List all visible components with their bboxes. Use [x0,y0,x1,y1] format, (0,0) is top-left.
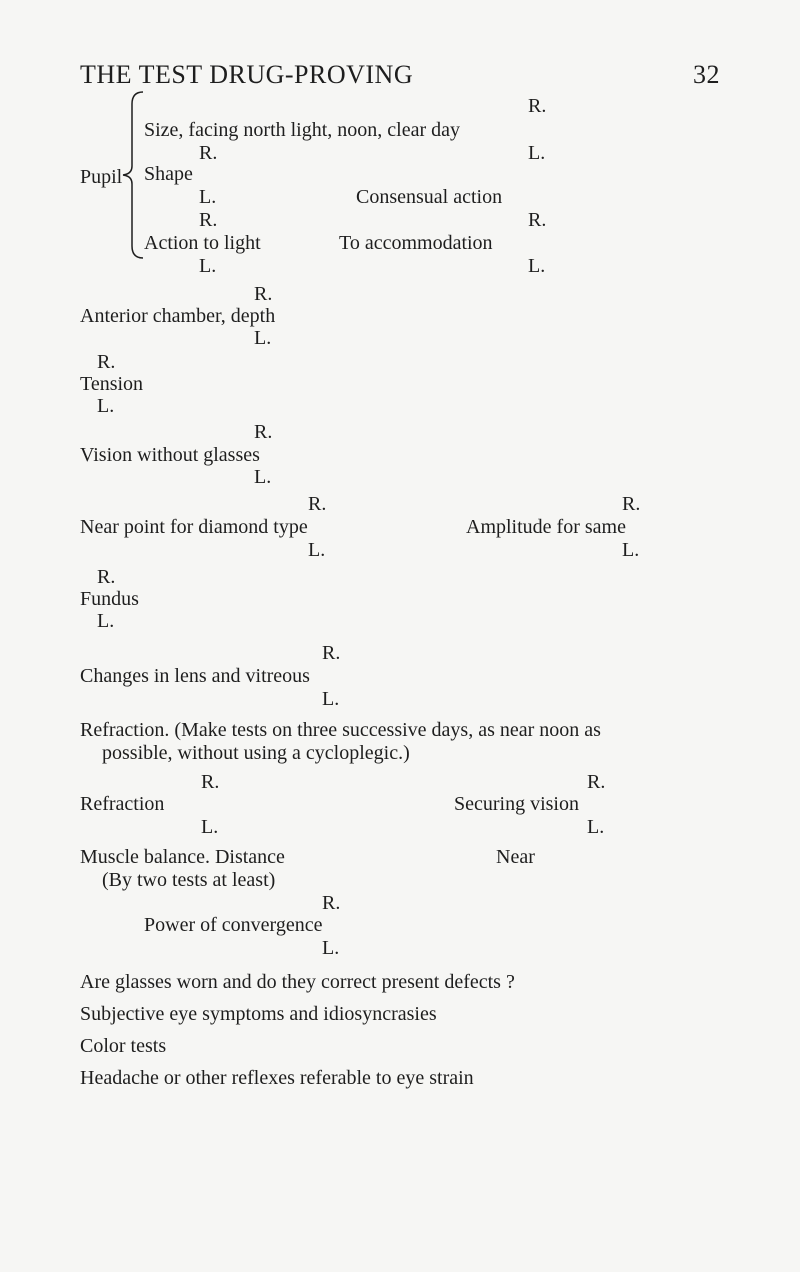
pupil-shape-r: R. [199,142,218,164]
convergence-label: Power of convergence [144,914,323,936]
running-header-title: THE TEST DRUG-PROVING [80,60,414,89]
pupil-size-l: L. [528,142,546,164]
question-headache: Headache or other reflexes referable to eye strain [80,1067,474,1089]
pupil-consensual-label: Consensual action [356,186,503,208]
pupil-action-r: R. [199,209,218,231]
fundus-label: Fundus [80,588,139,610]
pupil-consensual-r: R. [528,209,547,231]
near-point-l: L. [308,539,326,561]
page-number: 32 [693,60,720,89]
pupil-accommodation-label: To accommodation [339,232,493,254]
securing-r: R. [587,771,606,793]
question-symptoms: Subjective eye symptoms and idiosyncrasies [80,1003,437,1025]
pupil-size-label: Size, facing north light, noon, clear day [144,119,461,141]
refraction-note-line2: possible, without using a cycloplegic.) [102,742,410,764]
pupil-shape-l: L. [199,186,217,208]
muscle-balance-label: Muscle balance. Distance [80,846,285,868]
fundus-l: L. [97,610,115,632]
tension-l: L. [97,395,115,417]
pupil-action-label: Action to light [144,232,261,254]
vision-r: R. [254,421,273,443]
amplitude-r: R. [622,493,641,515]
lens-label: Changes in lens and vitreous [80,665,310,687]
vision-l: L. [254,466,272,488]
pupil-shape-label: Shape [144,163,193,185]
securing-label: Securing vision [454,793,579,815]
lens-r: R. [322,642,341,664]
vision-label: Vision without glasses [80,444,260,466]
tension-label: Tension [80,373,144,395]
fundus-r: R. [97,566,116,588]
refraction-l: L. [201,816,219,838]
convergence-l: L. [322,937,340,959]
near-point-label: Near point for diamond type [80,516,308,538]
anterior-label: Anterior chamber, depth [80,305,276,327]
question-color-tests: Color tests [80,1035,167,1057]
question-glasses: Are glasses worn and do they correct present defects ? [80,971,515,993]
pupil-label: Pupil [80,166,123,188]
refraction-note-line1: Refraction. (Make tests on three successive days, as near noon as [80,719,601,741]
amplitude-l: L. [622,539,640,561]
securing-l: L. [587,816,605,838]
muscle-near-label: Near [496,846,535,868]
anterior-r: R. [254,283,273,305]
anterior-l: L. [254,327,272,349]
amplitude-label: Amplitude for same [466,516,626,538]
refraction-label: Refraction [80,793,165,815]
pupil-action-l: L. [199,255,217,277]
pupil-size-r: R. [528,95,547,117]
near-point-r: R. [308,493,327,515]
pupil-accommodation-l: L. [528,255,546,277]
pupil-brace [110,90,146,260]
convergence-r: R. [322,892,341,914]
refraction-r: R. [201,771,220,793]
tension-r: R. [97,351,116,373]
muscle-note: (By two tests at least) [102,869,276,891]
lens-l: L. [322,688,340,710]
